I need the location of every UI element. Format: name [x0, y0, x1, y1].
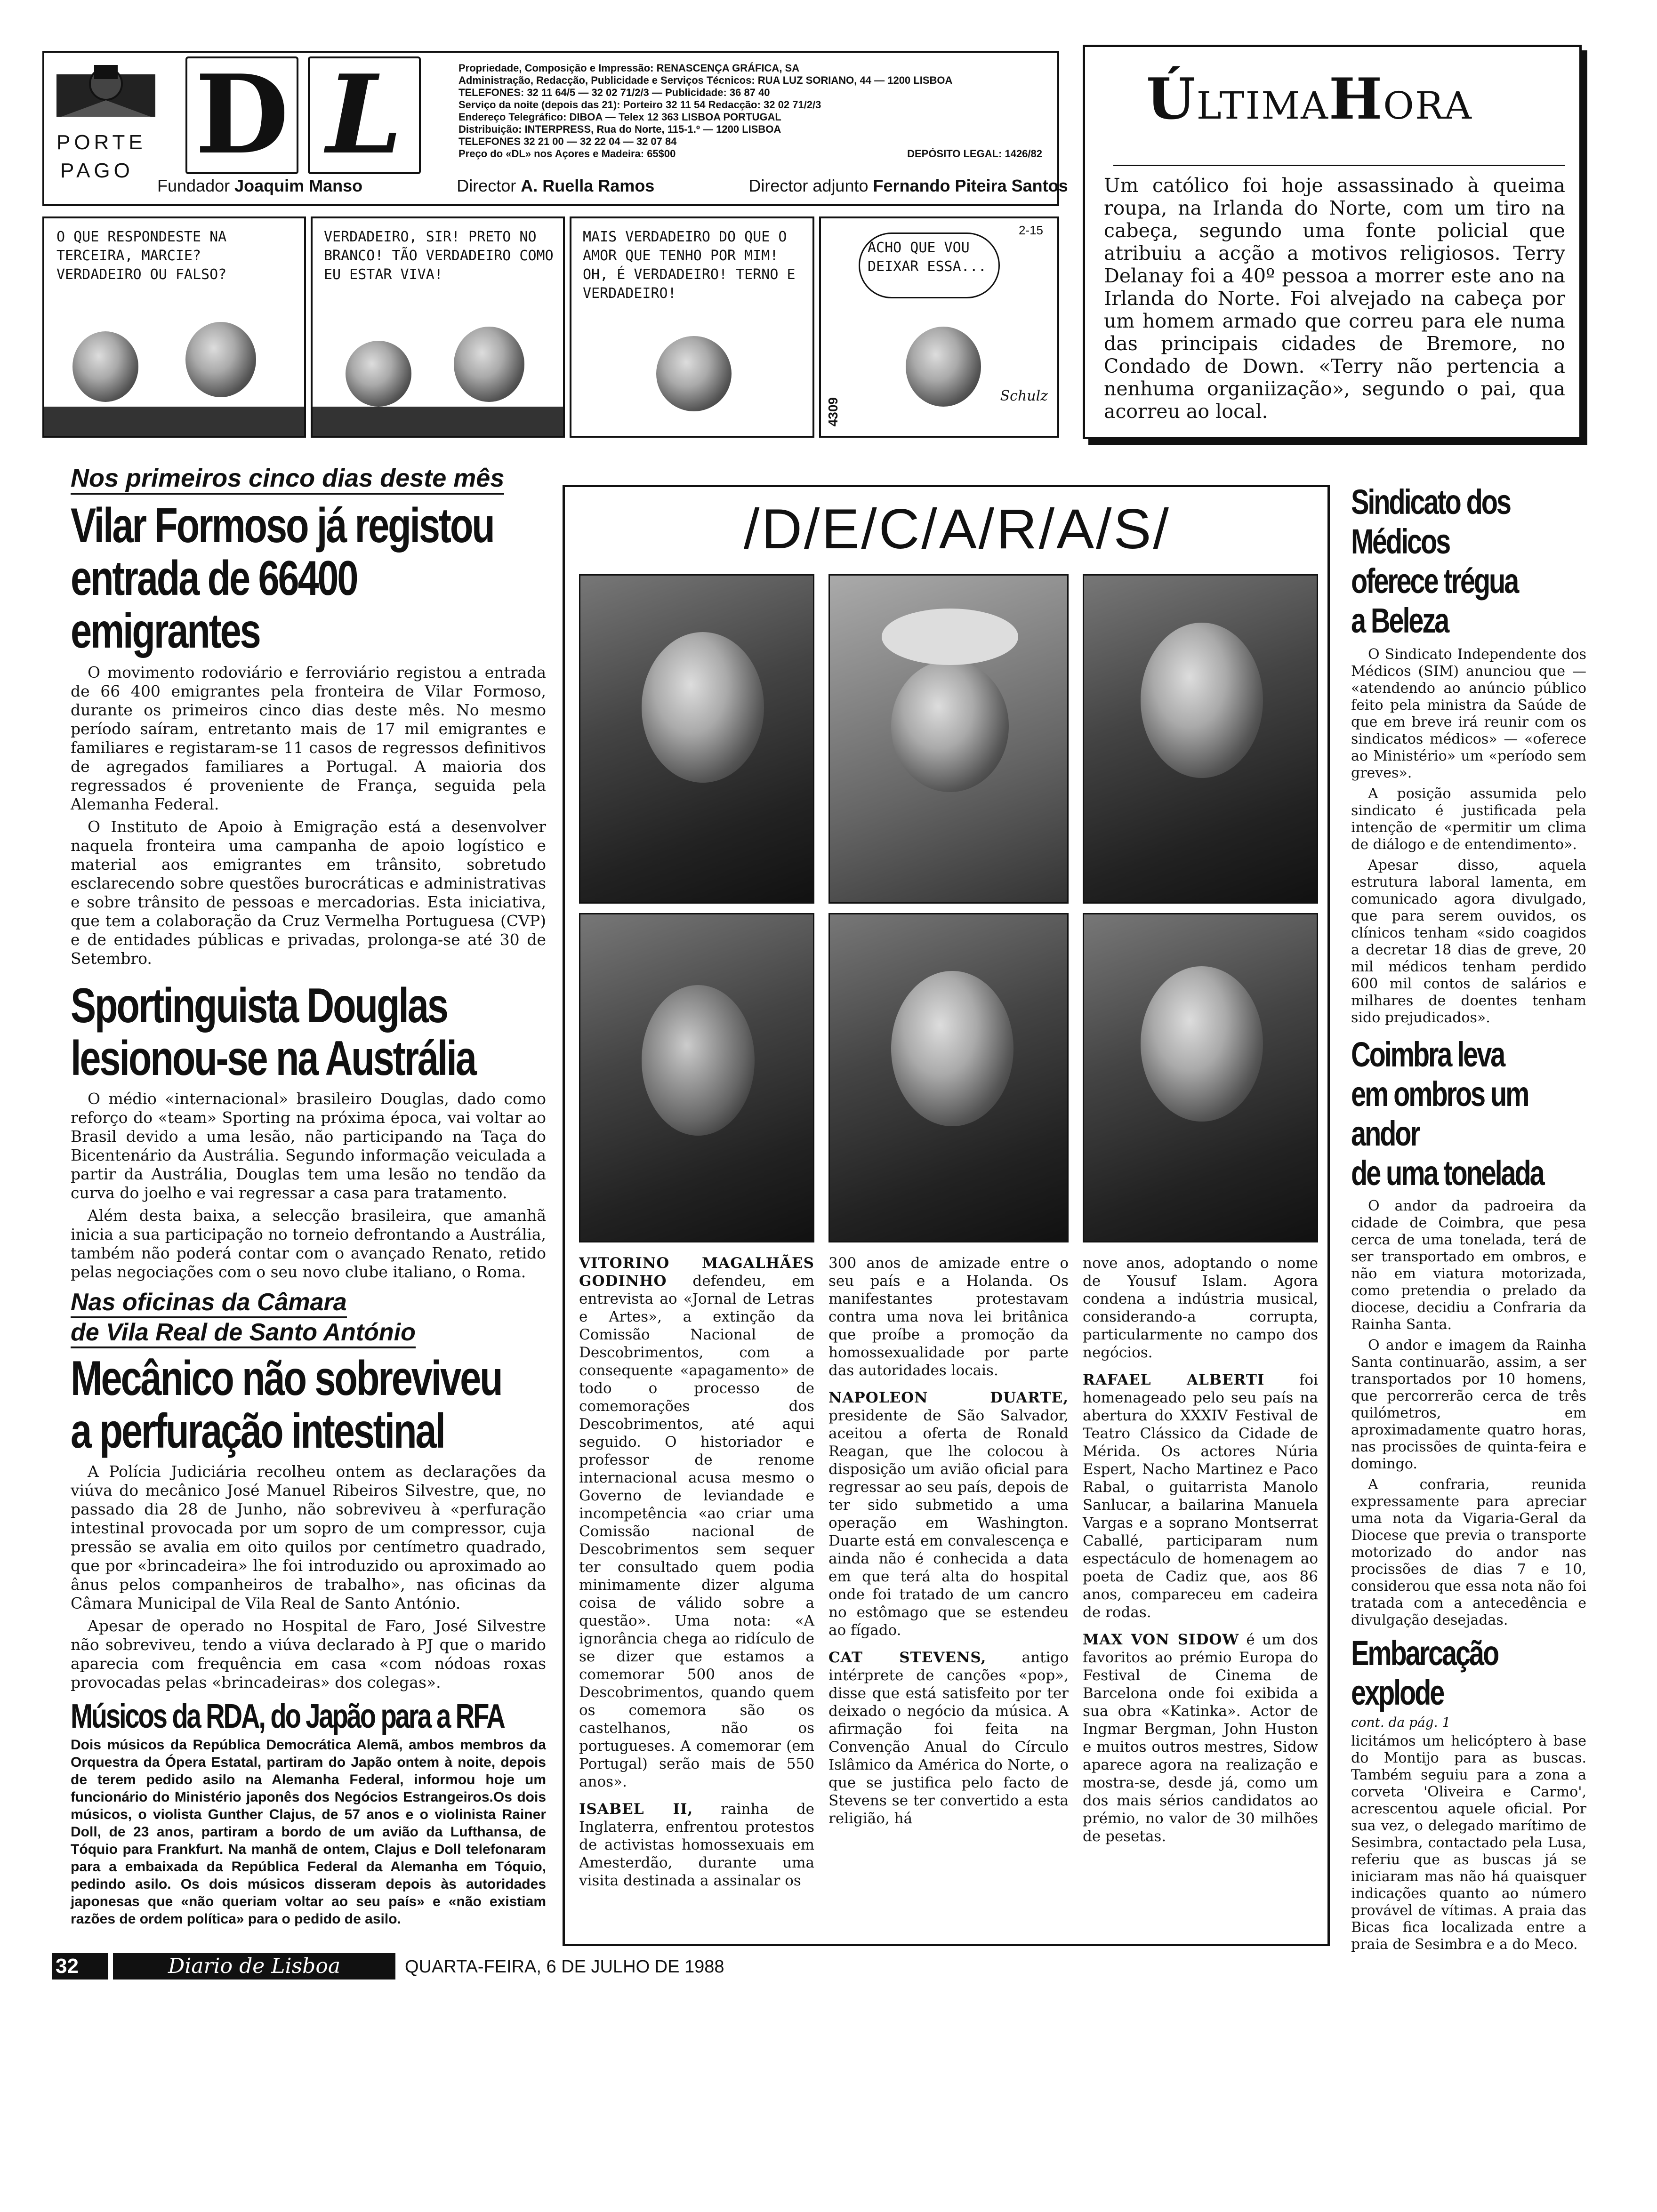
body-embarcacao: licitámos um helicóptero à base do Montijo para as buscas. Também seguiu para a zona a corveta 'Oliveira e Carmo', acrescentou aquele oficial. Por sua vez, o delegado marítimo de Sesimbra, contactado pela Lusa, referiu que as buscas já se iniciaram mas não há quaisquer indicações quanto ao número provável de vítimas. A praia das Bicas fica localizada entre a praia de Sesimbra e a do Meco.: [1351, 1733, 1586, 1953]
speech-bubble: MAIS VERDADEIRO DO QUE O AMOR QUE TENHO POR MIM! OH, É VERDADEIRO! TERNO E VERDADEIRO!: [575, 223, 811, 317]
decaras-col-1: [579, 1254, 814, 1893]
founder-name: Joaquim Manso: [234, 176, 363, 195]
headline-musicos: Músicos da RDA, do Japão para a RFA: [71, 1698, 504, 1735]
name-isabel: ISABEL II,: [579, 1801, 693, 1818]
crest-stamp: [47, 56, 165, 201]
ultima-hora-box: [1083, 45, 1582, 439]
comic-side-code: 4309: [826, 397, 840, 427]
headline-mecanico-2: a perfuração intestinal: [71, 1404, 444, 1459]
body-coimbra-3: A confraria, reunida expressamente para apreciar uma nota da Vigaria-Geral da Diocese que previa o transporte motorizado do andor nas procissões de dias 7 e 10, considerou que essa nota não foi tratada com a antecedência e divulgação desejadas.: [1351, 1476, 1586, 1628]
imprint-line: Administração, Redacção, Publicidade e Serviços Técnicos: RUA LUZ SORIANO, 44 — 1200 LISBOA: [458, 74, 953, 86]
imprint-line: TELEFONES 32 21 00 — 32 22 04 — 32 07 84: [458, 136, 677, 147]
ultima-hora-text: Um católico foi hoje assassinado à queima roupa, na Irlanda do Norte, com um tiro na cabeça, segundo uma fonte policial que atribuiu a acção a motivos religiosos. Terry Delanay foi a 40º pessoa a morrer este ano na Irlanda do Norte. Foi alvejado na cabeça por um homem armado que correu para ele numa das principais cidades de Bremore, no Condado de Down. «Terry não pertencia a nenhuma organiização», segundo o pai, qua acorreu ao local.: [1104, 174, 1565, 423]
speech-bubble: VERDADEIRO, SIR! PRETO NO BRANCO! TÃO VERDADEIRO COMO EU ESTAR VIVA!: [316, 223, 561, 298]
imprint-line: Distribuição: INTERPRESS, Rua do Norte, 115-1.º — 1200 LISBOA: [458, 123, 781, 135]
body-musicos: Dois músicos da República Democrática Alemã, ambos membros da Orquestra da Ópera Estatal, partiram do Japão ontem à noite, depois de terem pedido asilo na Alemanha Federal, informou hoje um funcionário do Ministério japonês dos Negócios Estrangeiros.Os dois músicos, o violista Gunther Clajus, de 57 anos e o violinista Rainer Doll, de 23 anos, partiram a bordo de um avião da Lufthansa, de Tóquio para Frankfurt. Na manhã de ontem, Clajus e Doll telefonaram para a embaixada da República Federal da Alemanha em Tóquio, pedindo asilo. Os dois músicos disseram depois às autoridades japonesas que «não queriam voltar ao seu país» e «não existiam razões de ordem política» para o pedido de asilo.: [71, 1737, 546, 1927]
speech-bubble: ACHO QUE VOU DEIXAR ESSA...: [859, 232, 1000, 298]
body-mecanico-1: A Polícia Judiciária recolheu ontem as declarações da viúva do mecânico José Manuel Ribeiros Silvestre, que, no passado dia 28 de Junho, não sobreviveu à «perfuração intestinal provocada por um sopro de um compressor, cuja pressão se avalia em oito quilos por centímetro quadrado, que por «brincadeira» lhe foi introduzido ou aproximado ao ânus pelos companheiros de trabalho», nas oficinas da Câmara Municipal de Vila Real de Santo António.: [71, 1462, 546, 1612]
stamp-top-text: PORTE: [56, 131, 146, 154]
kicker-vila-real-1: Nas oficinas da Câmara: [71, 1288, 347, 1318]
text-alberti: foi homenageado pelo seu país na abertura do XXXIV Festival de Teatro Clássico da Cidade de Mérida. Os actores Núria Espert, Nacho Martinez e Paco Rabal, o guitarrista Manolo Sanlucar, a bailarina Manuela Vargas e a soprano Montserrat Caballé, participaram num espectáculo de homenagem ao poeta de Cadiz que, aos 86 anos, compareceu em cadeira de rodas.: [1083, 1371, 1319, 1621]
comic-panel-3: [570, 216, 814, 438]
text-isabel: rainha de Inglaterra, enfrentou protestos de activistas homossexuais em Amesterdão, durante uma visita destinada a assinalar os: [579, 1801, 815, 1889]
headline-vilar-1: Vilar Formoso já registou: [71, 498, 494, 553]
photo-von-sidow: [1083, 913, 1318, 1242]
photo-isabel: [828, 574, 1069, 904]
logo-d: [185, 51, 298, 178]
headline-douglas-1: Sportinguista Douglas: [71, 978, 447, 1033]
body-sindicato-1: O Sindicato Independente dos Médicos (SIM) anunciou que — «atendendo ao anúncio público feito pela ministra da Saúde de que em breve irá reunir com os sindicatos médicos» — «oferece ao Ministério» um «período sem greves».: [1351, 646, 1586, 781]
continued-note: cont. da pág. 1: [1351, 1715, 1451, 1730]
decaras-col-2: [828, 1254, 1069, 1831]
body-douglas-2: Além desta baixa, a selecção brasileira, que amanhã inicia a sua participação no torneio defrontando a Austrália, também não poderá contar com o avançado Renato, retido pelas negociações com o seu novo clube italiano, o Roma.: [71, 1206, 546, 1281]
headline-sindicato-3: a Beleza: [1351, 601, 1448, 640]
photo-duarte: [828, 913, 1069, 1242]
masthead: [42, 51, 1068, 206]
left-column: [71, 464, 546, 1931]
kicker-vila-real-2: de Vila Real de Santo António: [71, 1318, 416, 1348]
page-number: 32: [52, 1953, 108, 1980]
comic-date: 2-15: [1018, 223, 1043, 237]
body-sindicato-2: A posição assumida pelo sindicato é justificada pela intenção de «permitir um clima de diálogo e de entendimento».: [1351, 785, 1586, 853]
deputy-name: Fernando Piteira Santos: [873, 176, 1068, 195]
body-sindicato-3: Apesar disso, aquela estrutura laboral lamenta, em comunicado agora divulgado, que para serem ouvidos, os clínicos tenham «sido coagidos a decretar 18 dias de greve, 20 mil médicos tenham perdido 600 mil contos de salários e milhares de doentes tenham sido prejudicados».: [1351, 857, 1586, 1026]
imprint-block: [458, 62, 1052, 160]
comic-panel-4: [819, 216, 1059, 438]
name-godinho: VITORINO MAGALHÃES GODINHO: [579, 1255, 814, 1290]
right-column: [1351, 482, 1586, 1957]
crest-icon: [47, 56, 165, 126]
imprint-line: Endereço Telegráfico: DIBOA — Telex 12 363 LISBOA PORTUGAL: [458, 111, 781, 123]
decaras-box: [563, 485, 1330, 1946]
headline-sindicato-2: oferece trégua: [1351, 561, 1518, 601]
headline-vilar-2: entrada de 66400 emigrantes: [71, 551, 357, 658]
name-von-sidow: MAX VON SIDOW: [1083, 1631, 1239, 1648]
legal-deposit: DEPÓSITO LEGAL: 1426/82: [907, 148, 1042, 160]
name-alberti: RAFAEL ALBERTI: [1083, 1371, 1265, 1388]
logo-d-letter: D: [195, 51, 289, 178]
imprint-line: TELEFONES: 32 11 64/5 — 32 02 71/2/3 — Publicidade: 36 87 40: [458, 87, 770, 98]
decaras-title: /D/E/C/A/R/A/S/: [744, 497, 1171, 561]
text-duarte: presidente de São Salvador, aceitou a oferta de Ronald Reagan, que lhe colocou à disposição um avião oficial para regressar ao seu país, depois de ter sido submetido a uma operação em Washington. Duarte está em convalescença e ainda não é conhecida a data em que terá alta do hospital onde foi tratado de um cancro no estômago que se estendeu ao fígado.: [828, 1407, 1069, 1639]
photo-rafael: [1083, 574, 1318, 904]
founder-label: Fundador: [157, 176, 230, 195]
text-von-sidow: é um dos favoritos ao prémio Europa do Festival de Cinema de Barcelona onde foi exibida a sua obra «Katinka». Actor de Ingmar Bergman, John Huston e muitos outros mestres, Sidow aparece agora na realização e mostra-se, desde já, como um dos mais sérios candidatos ao prémio, no valor de 30 milhões de pesetas.: [1083, 1631, 1318, 1845]
credits-row: [157, 176, 1068, 196]
name-duarte: NAPOLEON DUARTE,: [828, 1389, 1069, 1406]
comic-signature: Schulz: [1000, 388, 1048, 404]
headline-embarcacao: Embarcação explode: [1351, 1634, 1498, 1712]
headline-mecanico-1: Mecânico não sobreviveu: [71, 1351, 502, 1406]
photo-cat-stevens: [579, 913, 814, 1242]
imprint-line: Propriedade, Composição e Impressão: RENASCENÇA GRÁFICA, SA: [458, 62, 800, 74]
footer: [52, 1953, 805, 1981]
body-vilar-1: O movimento rodoviário e ferroviário registou a entrada de 66 400 emigrantes pela fronteira de Vilar Formoso, durante os primeiros cinco dias deste mês. No mesmo período saíram, entretanto mais de 17 mil emigrantes e familiares e registaram-se 11 casos de regressos definitivos de agregados familiares a Portugal. A maioria dos regressados é proveniente de França, seguida pela Alemanha Federal.: [71, 663, 546, 813]
comic-panel-1: [42, 216, 306, 438]
headline-douglas-2: lesionou-se na Austrália: [71, 1031, 475, 1086]
name-cat-stevens: CAT STEVENS,: [828, 1649, 987, 1666]
headline-sindicato-1: Sindicato dos Médicos: [1351, 482, 1510, 561]
text-cat-stevens-cont: nove anos, adoptando o nome de Yousuf Islam. Agora condena a indústria musical, considerando-a corrupta, particularmente no campo dos negócios.: [1083, 1255, 1318, 1361]
logo-l: [308, 51, 421, 178]
imprint-line: Serviço da noite (depois das 21): Porteiro 32 11 54 Redacção: 32 02 71/2/3: [458, 99, 821, 111]
text-isabel-cont: 300 anos de amizade entre o seu país e a Holanda. Os manifestantes protestavam contra uma nova lei britânica que proíbe a promoção da homossexualidade por parte das autoridades locais.: [828, 1255, 1069, 1379]
comic-panel-2: [311, 216, 565, 438]
deputy-label: Director adjunto: [748, 176, 869, 195]
paper-name: Diario de Lisboa: [113, 1953, 395, 1980]
director-name: A. Ruella Ramos: [521, 176, 655, 195]
comic-strip: [42, 216, 1059, 438]
speech-bubble: O QUE RESPONDESTE NA TERCEIRA, MARCIE? VERDADEIRO OU FALSO?: [49, 223, 298, 294]
director-label: Director: [457, 176, 516, 195]
body-coimbra-1: O andor da padroeira da cidade de Coimbra, que pesa cerca de uma tonelada, terá de ser transportado em ombros, e não em viatura motorizada, como pretendia o prelado da diocese, decidiu a Confraria da Rainha Santa.: [1351, 1198, 1586, 1333]
headline-coimbra-2: em ombros um andor: [1351, 1074, 1528, 1153]
text-cat-stevens: antigo intérprete de canções «pop», disse que está satisfeito por ter deixado o negócio da música. A afirmação foi feita na Convenção Anual do Círculo Islâmico da América do Norte, o que se justifica pelo facto de Stevens se ter convertido a esta religião, há: [828, 1649, 1069, 1827]
body-coimbra-2: O andor e imagem da Rainha Santa continuarão, assim, a ser transportados por 10 homens, que percorrerão cerca de três quilómetros, em aproximadamente quatro horas, nas procissões de quinta-feira e domingo.: [1351, 1337, 1586, 1472]
body-douglas-1: O médio «internacional» brasileiro Douglas, dado como reforço do «team» Sporting na próxima época, vai voltar ao Brasil devido a uma lesão, não participando na Taça do Bicentenário da Austrália. Segundo informação veiculada a partir da Austrália, Douglas tem uma lesão no tendão da curva do joelho e vai regressar a casa para tratamento.: [71, 1090, 546, 1202]
logo-l-letter: L: [326, 51, 402, 178]
decaras-col-3: [1083, 1254, 1318, 1849]
photo-godinho: [579, 574, 814, 904]
body-mecanico-2: Apesar de operado no Hospital de Faro, José Silvestre não sobreviveu, tendo a viúva declarado à PJ que o marido aparecia com frequência em casa «com nódoas roxas provocadas pelas «brincadeiras» dos colegas».: [71, 1617, 546, 1691]
text-godinho: defendeu, em entrevista ao «Jornal de Letras e Artes», a extinção da Comissão Nacional de Descobrimentos, com a consequente «apagamento» de todo o processo de comemorações dos Descobrimentos, até aqui seguido. O historiador e professor de renome internacional acusa mesmo o Governo de leviandade e incompetência «ao criar uma Comissão nacional de Descobrimentos sem sequer ter consultado quem podia minimamente dizer alguma coisa de válido sobre a questão». Uma nota: «A ignorância chega ao ridículo de se dizer que estamos a comemorar 500 anos de Descobrimentos, quando quem os comemora são os castelhanos, não os portugueses. A comemorar (em Portugal) serão mais de 550 anos».: [579, 1273, 814, 1790]
headline-coimbra-3: de uma tonelada: [1351, 1154, 1544, 1193]
imprint-line: Preço do «DL» nos Açores e Madeira: 65$00: [458, 148, 676, 160]
stamp-bottom-text: PAGO: [60, 159, 134, 182]
footer-date: QUARTA-FEIRA, 6 DE JULHO DE 1988: [405, 1957, 724, 1977]
kicker-vilar: Nos primeiros cinco dias deste mês: [71, 464, 504, 495]
ultima-hora-title: ÚLTIMAHORA: [1146, 66, 1472, 132]
body-vilar-2: O Instituto de Apoio à Emigração está a desenvolver naquela fronteira uma campanha de apoio logístico e material aos emigrantes em trânsito, sobretudo esclarecendo sobre questões burocráticas e administrativas e sobre trânsito de pessoas e mercadorias. Esta iniciativa, que tem a colaboração da Cruz Vermelha Portuguesa (CVP) e de entidades públicas e privadas, prolonga-se até 30 de Setembro.: [71, 817, 546, 968]
headline-coimbra-1: Coimbra leva: [1351, 1035, 1504, 1074]
